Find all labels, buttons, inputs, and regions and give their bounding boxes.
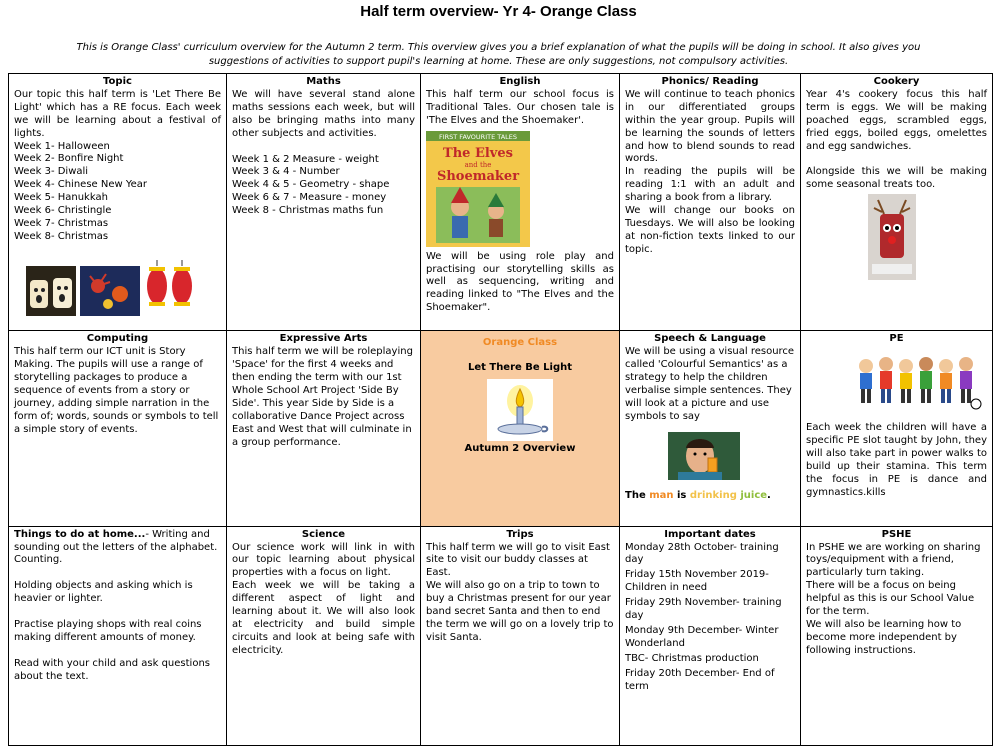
home-heading: Things to do at home... <box>14 528 146 540</box>
speech-language-cell <box>620 331 801 526</box>
maths-heading: Maths <box>306 76 341 87</box>
computing-heading: Computing <box>86 333 149 345</box>
sentence-word-drinking: drinking <box>689 489 737 501</box>
topic-images <box>26 258 221 316</box>
topic-heading: Topic <box>103 76 132 87</box>
intro-line-2: suggestions of activities to support pupil's learning at home. These are only suggestions, not compulsory activities. <box>208 56 789 67</box>
candle-icon <box>487 379 553 441</box>
cookery-cell <box>801 74 993 331</box>
book-title-line-3: Shoemaker <box>436 168 520 184</box>
maths-week-3: Week 4 & 5 - Geometry - shape <box>232 179 390 191</box>
science-cell <box>227 526 421 745</box>
expressive-arts-text: This half term we will be roleplaying 'Space' for the first 4 weeks and then ending the term with our 1st Whole School Art Project 'Side By Side'. This year Side by Side is a collaborative Dance Project across East and West that will culminate in a group performance. <box>232 346 413 448</box>
science-heading: Science <box>301 528 346 540</box>
pshe-text-1: In PSHE we are working on sharing toys/equipment with a friend, particularly turn taking. <box>806 541 981 579</box>
english-text-2: We will be using role play and practising our storytelling skills as well as sequencing, writing and reading linked to "The Elves and the Shoemaker". <box>426 250 614 314</box>
intro-line-1: This is Orange Class' curriculum overview for the Autumn 2 term. This overview gives you a brief explanation of what the pupils will be doing in school. It also gives you <box>76 42 921 53</box>
date-item-2: Friday 15th November 2019- Children in need <box>625 569 769 594</box>
colourful-sentence <box>625 490 795 503</box>
phonics-heading: Phonics/ Reading <box>661 76 759 87</box>
maths-week-1: Week 1 & 2 Measure - weight <box>232 153 379 165</box>
date-item-1: Monday 28th October- training day <box>625 541 779 566</box>
topic-name: Let There Be Light <box>467 362 573 374</box>
sentence-word-juice: juice <box>740 489 768 501</box>
phonics-text-2: In reading the pupils will be reading 1:1 with an adult and sharing a book from a library. <box>625 166 795 204</box>
handprint-art-image <box>80 266 140 316</box>
book-title-line-1: The Elves <box>443 145 513 161</box>
topic-week-6: Week 6- Christingle <box>14 205 112 217</box>
children-sports-image <box>854 352 984 414</box>
maths-week-2: Week 3 & 4 - Number <box>232 166 340 178</box>
sentence-word-is: is <box>677 489 687 501</box>
science-text-2: Each week we will be taking a different aspect of light and learning about it. We will also look at electricity and build simple circuits and look at being safe with electricity. <box>232 580 415 656</box>
intro-text <box>60 41 937 69</box>
speech-language-text: We will be using a visual resource called 'Colourful Semantics' as a strategy to help the children verbalise simple sentences. They will look at a picture and use symbols to say <box>625 346 795 422</box>
trips-heading: Trips <box>506 528 534 540</box>
maths-week-4: Week 6 & 7 - Measure - money <box>232 192 387 204</box>
home-text-4: Read with your child and ask questions about the text. <box>14 658 210 682</box>
date-item-5: TBC- Christmas production <box>625 652 759 664</box>
class-name: Orange Class <box>482 337 558 349</box>
home-text-3: Practise playing shops with real coins making different amounts of money. <box>14 619 202 644</box>
topic-week-7: Week 7- Christmas <box>14 217 109 229</box>
pshe-text-2: There will be a focus on being helpful as this is our School Value for the term. <box>806 580 975 618</box>
book-title-line-2: and the <box>464 160 492 169</box>
page-title: Half term overview- Yr 4- Orange Class <box>360 3 637 20</box>
maths-text: We will have several stand alone maths sessions each week, but will also be bringing maths into many other subjects and activities. <box>232 88 415 139</box>
phonics-text-3: We will change our books on Tuesdays. We will also be looking at non-fiction texts linked to our topic. <box>625 205 795 255</box>
expressive-arts-cell <box>227 331 421 526</box>
english-text: This half term our school focus is Traditional Tales. Our chosen tale is 'The Elves and the Shoemaker'. <box>426 88 614 126</box>
important-dates-cell <box>620 526 801 745</box>
cookery-heading: Cookery <box>873 76 920 87</box>
english-heading: English <box>499 76 541 87</box>
overview-label: Autumn 2 Overview <box>464 443 576 455</box>
speech-language-heading: Speech & Language <box>654 333 766 345</box>
pshe-cell <box>801 526 993 745</box>
reindeer-treat-image <box>868 194 916 280</box>
maths-cell <box>227 74 421 331</box>
phonics-text-1: We will continue to teach phonics in our differentiated groups within the year group. Pupils will be learning the sounds of letters and how to blend sounds to read words. <box>625 88 795 165</box>
expressive-arts-heading: Expressive Arts <box>279 333 368 345</box>
english-cell <box>421 74 620 331</box>
cookery-text-1: Year 4's cookery focus this half term is eggs. We will be making poached eggs, scrambled eggs, fried eggs, boiled eggs, omelettes and egg sandwiches. <box>806 88 987 152</box>
milk-jug-lanterns-image <box>26 266 76 316</box>
trips-cell <box>421 526 620 745</box>
paper-lanterns-image <box>144 258 196 316</box>
sentence-word-man: man <box>649 489 674 501</box>
date-item-6: Friday 20th December- End of term <box>625 667 775 692</box>
pshe-heading: PSHE <box>881 528 912 540</box>
science-text-1: Our science work will link in with our topic learning about physical properties with a focus on light. <box>232 541 415 579</box>
pe-cell <box>801 331 993 526</box>
sentence-period: . <box>767 489 771 501</box>
home-text-2: Holding objects and asking which is heavier or lighter. <box>14 580 193 605</box>
topic-week-2: Week 2- Bonfire Night <box>14 153 124 165</box>
important-dates-heading: Important dates <box>664 528 756 540</box>
home-cell <box>9 526 227 745</box>
topic-week-5: Week 5- Hanukkah <box>14 192 108 204</box>
class-overview-cell <box>421 331 620 526</box>
overview-grid <box>8 73 993 746</box>
topic-week-4: Week 4- Chinese New Year <box>14 179 148 191</box>
date-item-3: Friday 29th November- training day <box>625 597 782 622</box>
computing-text: This half term our ICT unit is Story Making. The pupils will use a range of storytelling packages to produce a sequence of events from a story or journey, adding simple narration in the form of; words, sounds or symbols to tell a simple story of events. <box>14 346 219 435</box>
topic-week-8: Week 8- Christmas <box>14 230 109 242</box>
topic-week-1: Week 1- Halloween <box>14 140 110 152</box>
date-item-4: Monday 9th December- Winter Wonderland <box>625 625 779 649</box>
trips-text-2: We will also go on a trip to town to buy a Christmas present for our year band secret Santa and then to end the term we will go on a lovely trip to visit Santa. <box>426 580 614 643</box>
phonics-cell <box>620 74 801 331</box>
man-drinking-juice-image <box>668 432 740 480</box>
maths-week-5: Week 8 - Christmas maths fun <box>232 205 384 217</box>
topic-week-3: Week 3- Diwali <box>14 166 89 178</box>
elves-shoemaker-book-image <box>426 131 530 247</box>
book-series-text: FIRST FAVOURITE TALES <box>438 132 518 141</box>
sentence-word-the: The <box>625 489 646 501</box>
topic-text: Our topic this half term is 'Let There Be Light' which has a RE focus. Each week we will be learning about a festival of lights. <box>14 88 221 139</box>
pe-heading: PE <box>889 333 904 345</box>
cookery-text-2: Alongside this we will be making some seasonal treats too. <box>806 166 987 191</box>
trips-text-1: This half term we will go to visit East site to visit our buddy classes at East. <box>426 541 610 579</box>
computing-cell <box>9 331 227 526</box>
topic-cell <box>9 74 227 331</box>
home-text-1: - Writing and sounding out the letters of the alphabet. Counting. <box>14 528 218 566</box>
pe-text: Each week the children will have a specific PE slot taught by John, they will also take part in power walks to build up their stamina. This term the focus in PE is dance and gymnastics.kills <box>806 422 987 498</box>
pshe-text-3: We will also be learning how to become more independent by following instructions. <box>806 619 962 656</box>
